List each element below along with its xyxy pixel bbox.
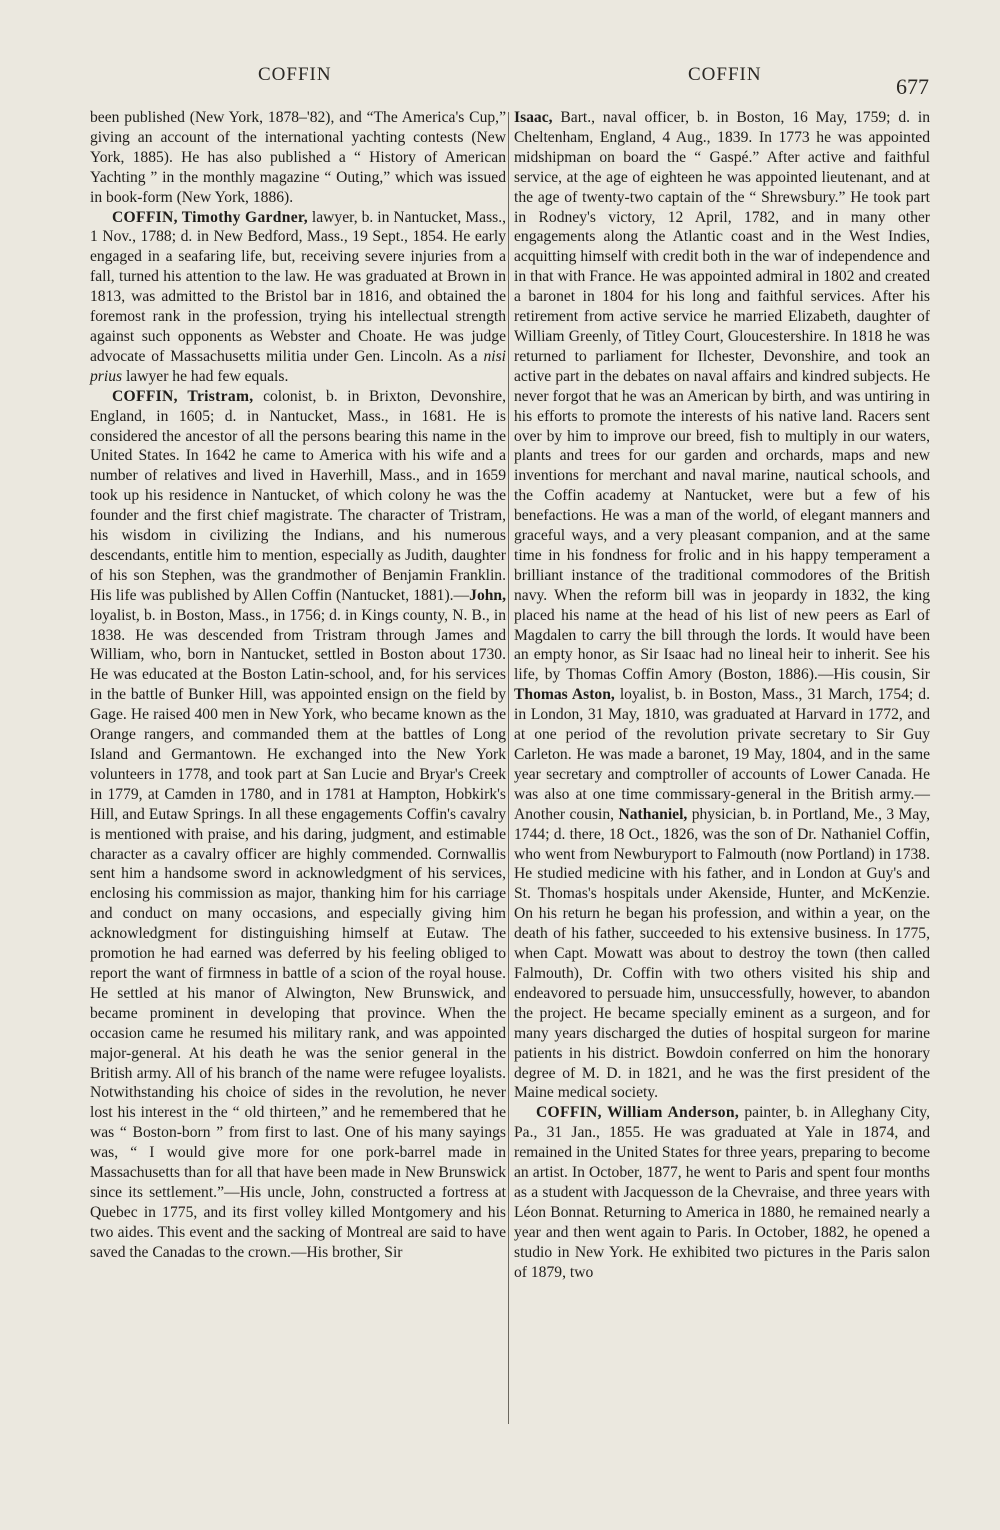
- running-head-left: COFFIN: [258, 64, 332, 85]
- entry-text: colonist, b. in Brixton, Devonshire, England, in 1605; d. in Nantucket, Mass., in 1681. He is considered the ancestor of all the persons bearing this name in the United States. In 1642 he came to America with his wife and a number of relatives and lived in Haverhill, Mass., and in 1659 took up his residence in Nantucket, of which colony he was the founder and the first chief magistrate. The character of Tristram, his wisdom in civilizing the Indians, and his numerous descendants, entitle him to mention, especially as Judith, daughter of his son Stephen, was the grandmother of Benjamin Franklin. His life was published by Allen Coffin (Nantucket, 1881).—: [90, 387, 506, 604]
- entry-text: Bart., naval officer, b. in Boston, 16 May, 1759; d. in Cheltenham, England, 4 Aug., 1839. In 1773 he was appointed midshipman on board the “ Gaspé.” After active and faithful service, at the age of eighteen he was appointed lieutenant, and at the age of twenty-two captain of the “ Shrewsbury.” He took part in Rodney's victory, 12 April, 1782, and in many other engagements along the Atlantic coast and in the West Indies, acquitting himself with credit both in the war of independence and in that with France. He was appointed admiral in 1802 and created a baronet in 1804 for his long and faithful services. After his retirement from active service he married Elizabeth, daughter of William Greenly, of Titley Court, Gloucestershire. In 1818 he was returned to parliament for Ilchester, Devonshire, and took an active part in the debates on naval affairs and kindred subjects. He never forgot that he was an American by birth, and was untiring in his efforts to promote the interests of his native land. Racers sent over by him to improve our breed, fish to multiply in our waters, plants and trees for our garden and orchards, maps and new inventions for merchant and naval marine, nautical schools, and the Coffin academy at Nantucket, were but a few of his benefactions. He was a man of the world, of elegant manners and graceful ways, and a very pleasant companion, and at the same time in his fondness for frolic and in his happy temperament a brilliant instance of the traditional commodores of the British navy. When the reform bill was in jeopardy in 1832, the king placed his name at the head of his list of new peers as Earl of Magdalen to carry the bill through the lords. It would have been an empty honor, as Sir Isaac had no lineal heir to inherit. See his life, by Thomas Coffin Amory (Boston, 1886).—His cousin, Sir: [514, 109, 930, 684]
- running-head-right: COFFIN: [688, 64, 762, 85]
- entry-text: loyalist, b. in Boston, Mass., in 1756; d. in Kings county, N. B., in 1838. He was descended from Tristram through James and William, who, born in Nantucket, settled in Boston about 1730. He was educated at the Boston Latin-school, and, for his services in the battle of Bunker Hill, was appointed ensign on the field by Gage. He raised 400 men in New York, who became known as the Orange rangers, and commanded them at the battles of Long Island and Germantown. He exchanged into the New York volunteers in 1778, and took part at San Lucie and Bryar's Creek in 1779, at Camden in 1780, and in 1781 at Hampton, Hobkirk's Hill, and Eutaw Springs. In all these engagements Coffin's cavalry is mentioned with praise, and his daring, judgment, and estimable character as a cavalry officer are highly commended. Cornwallis sent him a handsome sword in acknowledgment of his services, enclosing his commission as major, thanking him for his carriage and conduct on many occasions, and especially giving him acknowledgment for distinguishing himself at Eutaw. The promotion he had earned was deferred by his feeling obliged to report the want of firmness in battle of a scion of the royal house. He settled at his manor of Alwington, New Brunswick, and became prominent in developing that province. When the occasion came he resumed his military rank, and was appointed major-general. At his death he was the senior general in the British army. All of his branch of the name were refugee loyalists. Notwithstanding his choice of sides in the revolution, he never lost his interest in the “ old thirteen,” and he remembered that he was “ Boston-born ” from first to last. One of his many sayings was, “ I would give more for one pork-barrel made in Massachusetts than for all that have been made in New Brunswick since its settlement.”—His uncle, John, constructed a fortress at Quebec in 1775, and its first volley killed Montgomery and his two aides. This event and the sacking of Montreal are said to have saved the Canadas to the crown.—His brother, Sir: [90, 606, 506, 1261]
- entry-heading: COFFIN, Timothy Gardner,: [112, 208, 308, 226]
- sub-entry-heading: Isaac,: [514, 109, 553, 126]
- right-column: [514, 108, 930, 1282]
- continued-paragraph: been published (New York, 1878–'82), and “The America's Cup,” giving an account of the international yachting contests (New York, 1885). He has also published a “ History of American Yachting ” in the monthly magazine “ Outing,” which was issued in book-form (New York, 1886).: [90, 109, 506, 206]
- left-column: [90, 108, 506, 1263]
- entry-text: painter, b. in Alleghany City, Pa., 31 Jan., 1855. He was graduated at Yale in 1874, and remained in the United States for three years, preparing to become an artist. In October, 1877, he went to Paris and spent four months as a student with Jacquesson de la Chevraise, and three years with Léon Bonnat. Returning to America in 1880, he remained nearly a year and then went again to Paris. In October, 1882, he opened a studio in New York. He exhibited two pictures in the Paris salon of 1879, two: [514, 1104, 930, 1281]
- entry-heading: COFFIN, William Anderson,: [536, 1104, 740, 1122]
- entry-william-anderson-coffin: [514, 1103, 930, 1282]
- sub-entry-heading: Thomas Aston,: [514, 686, 615, 704]
- entry-heading: COFFIN, Tristram,: [112, 387, 254, 405]
- entry-tristram-coffin: [90, 387, 506, 1263]
- italic-phrase: nisi prius: [90, 347, 506, 385]
- column-divider: [508, 112, 509, 1424]
- page-number: 677: [896, 74, 929, 99]
- entry-isaac-coffin: [514, 108, 930, 1103]
- entry-timothy-gardner-coffin: [90, 208, 506, 387]
- sub-entry-heading: Nathaniel,: [618, 805, 688, 823]
- entry-text: lawyer he had few equals.: [122, 367, 289, 385]
- sub-entry-heading: John,: [469, 586, 506, 604]
- entry-text: physician, b. in Portland, Me., 3 May, 1744; d. there, 18 Oct., 1826, was the son of Dr. Nathaniel Coffin, who went from Newburyport to Falmouth (now Portland) in 1738. He studied medicine with his father, and in London at Guy's and St. Thomas's hospitals under Akenside, Hunter, and McKenzie. On his return he began his profession, and within a year, on the death of his father, succeeded to his extensive business. In 1775, when Capt. Mowatt was about to destroy the town (then called Falmouth), Dr. Coffin with two others visited his ship and endeavored to persuade him, unsuccessfully, however, to abandon the project. He became specially eminent as a surgeon, and for many years discharged the duties of hospital surgeon for marine patients in his district. Bowdoin conferred on him the honorary degree of M. D. in 1821, and he was the first president of the Maine medical society.: [514, 805, 930, 1102]
- entry-text: lawyer, b. in Nantucket, Mass., 1 Nov., 1788; d. in New Bedford, Mass., 19 Sept., 1854. He early engaged in a seafaring life, but, receiving severe injuries from a fall, turned his attention to the law. He was graduated at Brown in 1813, was admitted to the Bristol bar in 1816, and obtained the foremost rank in the profession, trying his intellectual strength against such opponents as Webster and Choate. He was judge advocate of Massachusetts militia under Gen. Lincoln. As a: [90, 208, 506, 365]
- entry-text: loyalist, b. in Boston, Mass., 31 March, 1754; d. in London, 31 May, 1810, was graduated at Harvard in 1772, and at one period of the revolution private secretary to Sir Guy Carleton. He was made a baronet, 19 May, 1804, and in the same year secretary and comptroller of accounts of Lower Canada. He was also at one time commissary-general in the British army.—Another cousin,: [514, 686, 930, 823]
